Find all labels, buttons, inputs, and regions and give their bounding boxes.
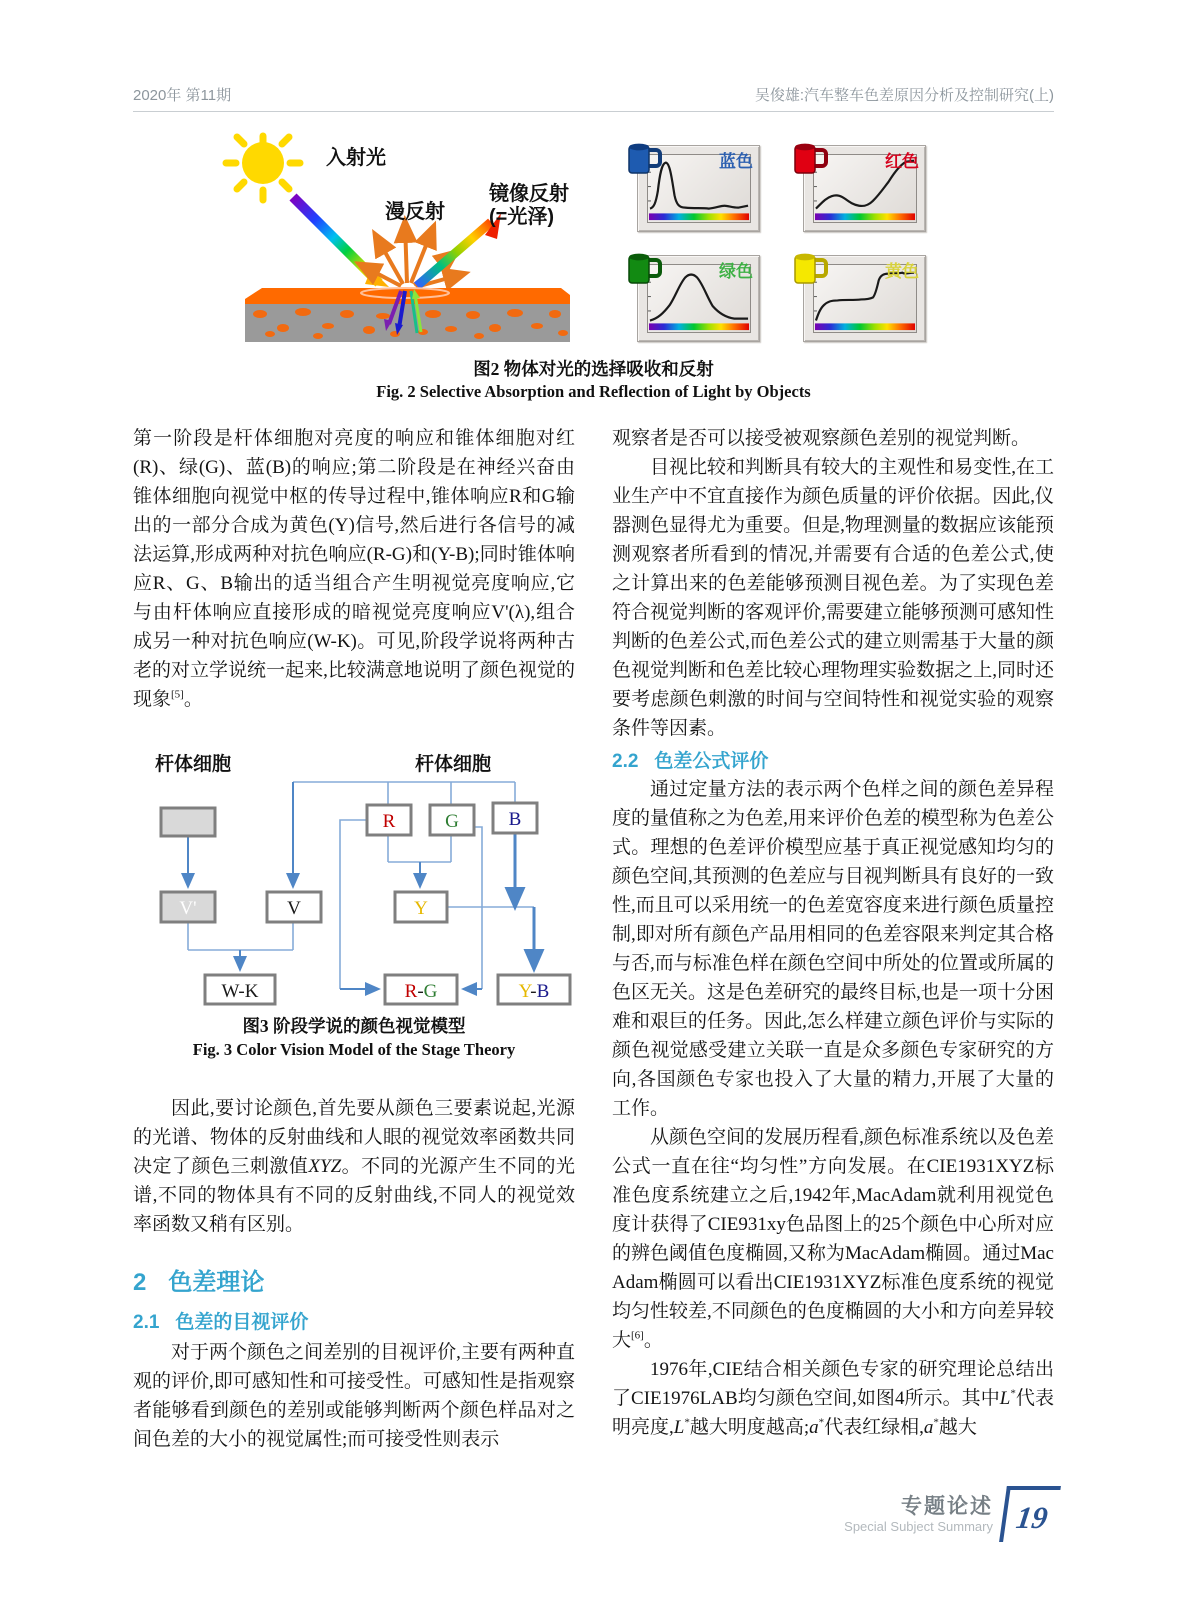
section-2-number: 2 xyxy=(133,1269,147,1296)
left-paragraph-1: 第一阶段是杆体细胞对亮度的响应和锥体细胞对红(R)、绿(G)、蓝(B)的响应;第二阶段是在神经兴奋由锥体细胞向视觉中枢的传导过程中,锥体响应R和G输出的一部分合成为黄色(Y)信号,然后进行各信号的减法运算,形成两种对抗色响应(R-G)和(Y-B);同时锥体响应R、G、B输出的适当组合产生明视觉亮度响应,它与由杆体响应直接形成的暗视觉亮度响应V'(λ),组合成另一种对抗色响应(W-K)。可见,阶段学说将两种古老的对立学说统一起来,比较满意地说明了颜色视觉的现象[5]。 xyxy=(133,428,575,710)
footer-column-label-zh: 专题论述 xyxy=(901,1495,993,1518)
left-paragraph-2: 因此,要讨论颜色,首先要从颜色三要素说起,光源的光谱、物体的反射曲线和人眼的视觉效率函数共同决定了颜色三刺激值XYZ。不同的光源产生不同的光谱,不同的物体具有不同的反射曲线,不同人的视觉效率函数又稍有区别。 xyxy=(133,1098,575,1235)
box-R: R xyxy=(382,811,396,832)
box-V-prime: V' xyxy=(179,898,197,919)
figure2-caption-en: Fig. 2 Selective Absorption and Reflection of Light by Objects xyxy=(376,382,811,401)
running-title: 吴俊雄:汽车整车色差原因分析及控制研究(上) xyxy=(754,87,1054,104)
red-mug-icon xyxy=(792,140,828,178)
blue-mug-icon xyxy=(626,140,662,178)
right-paragraph-2: 目视比较和判断具有较大的主观性和易变性,在工业生产中不宜直接作为颜色质量的评价依据。因此,仪器测色显得尤为重要。但是,物理测量的数据应该能预测观察者所看到的情况,并需要有合适的色差公式,使之计算出来的色差能够预测目视色差。为了实现色差符合视觉判断的客观评价,需要建立能够预测可感知性判断的色差公式,而色差公式的建立则需基于大量的颜色视觉判断和色差比较心理物理实验数据之上,同时还要考虑颜色刺激的时间与空间特性和视觉实验的观察条件等因素。 xyxy=(612,457,1054,739)
rod-cells-label-left: 杆体细胞 xyxy=(155,754,232,775)
right-column xyxy=(612,424,1054,1442)
sun-icon xyxy=(226,136,300,200)
right-paragraph-1: 观察者是否可以接受被观察颜色差别的视觉判断。 xyxy=(612,428,1031,449)
box-B: B xyxy=(508,809,522,830)
section-2-2-number: 2.2 xyxy=(612,751,639,772)
journal-issue: 2020年 第11期 xyxy=(133,87,232,104)
substrate xyxy=(245,304,570,342)
section-2-heading xyxy=(133,1262,264,1297)
section-2-1-title: 色差的目视评价 xyxy=(175,1312,309,1333)
section-2-1-number: 2.1 xyxy=(133,1312,160,1333)
paint-surface xyxy=(245,288,570,304)
specular-reflection-label-2: (=光泽) xyxy=(489,206,554,228)
box-Y: Y xyxy=(414,898,428,919)
box-V: V xyxy=(287,898,301,919)
spectral-panel-red xyxy=(803,145,926,232)
box-RG: R-G xyxy=(404,981,438,1002)
figure3-boxes xyxy=(161,803,570,1004)
box-G: G xyxy=(445,811,459,832)
panel-label-red: 红色 xyxy=(885,152,919,171)
left-paragraph-3: 对于两个颜色之间差别的目视评价,主要有两种直观的评价,即可感知性和可接受性。可感知性是指观察者能够看到颜色的差别或能够判断两个颜色样品对之间色差的大小的视觉属性;而可接受性则表示 xyxy=(133,1342,575,1450)
figure2-caption-zh: 图2 物体对光的选择吸收和反射 xyxy=(473,359,714,379)
spectral-panel-green xyxy=(637,255,760,342)
right-paragraph-3: 通过定量方法的表示两个色样之间的颜色差异程度的量值称之为色差,用来评价色差的模型称为色差公式。理想的色差评价模型应基于真正视觉感知均匀的颜色空间,其预测的色差应与目视判断具有良好的一致性,而且可以采用统一的色差宽容度来进行颜色质量控制,即对所有颜色产品用相同的色差容限来判定其合格与否,而与标准色样在颜色空间中所处的位置或所属的色区无关。这是色差研究的最终目标,也是一项十分困难和艰巨的任务。因此,怎么样建立颜色评价与实际的颜色视觉感受建立关联一直是众多颜色专家研究的方向,各国颜色专家也投入了大量的精力,开展了大量的工作。 xyxy=(612,779,1054,1119)
panel-label-blue: 蓝色 xyxy=(719,152,753,171)
panel-label-yellow: 黄色 xyxy=(885,262,919,281)
spectral-panel-blue xyxy=(637,145,760,232)
section-2-1-heading xyxy=(133,1307,308,1334)
page-number-bracket xyxy=(999,1486,1061,1542)
spectral-panel-yellow xyxy=(803,255,926,342)
yellow-mug-icon xyxy=(792,250,828,288)
rod-cells-label-right: 杆体细胞 xyxy=(415,754,492,775)
figure3-caption-en: Fig. 3 Color Vision Model of the Stage Theory xyxy=(192,1040,516,1059)
panel-label-green: 绿色 xyxy=(719,262,753,281)
figure3-stage-theory-diagram xyxy=(133,745,575,1007)
right-paragraph-5: 1976年,CIE结合相关颜色专家的研究理论总结出了CIE1976LAB均匀颜色空间,如图4所示。其中L*代表明亮度,L*越大明度越高;a*代表红绿相,a*越大 xyxy=(612,1359,1054,1438)
figure3-caption-zh: 图3 阶段学说的颜色视觉模型 xyxy=(242,1016,466,1036)
header-rule xyxy=(133,111,1054,112)
figure3-arrow-yb xyxy=(515,833,534,967)
right-paragraph-4: 从颜色空间的发展历程看,颜色标准系统以及色差公式一直在往“均匀性”方向发展。在CIE1931XYZ标准色度系统建立之后,1942年,MacAdam就利用视觉色度计获得了CIE931xy色品图上的25个颜色中心所对应的辨色阈值色度椭圆,又称为MacAdam椭圆。通过MacAdam椭圆可以看出CIE1931XYZ标准色度系统的视觉均匀性较差,不同颜色的色度椭圆的大小和方向差异较大[6]。 xyxy=(612,1127,1054,1351)
figure2-light-reflection-diagram xyxy=(133,128,593,353)
box-YB: Y-B xyxy=(518,981,550,1002)
diffuse-reflection-label: 漫反射 xyxy=(385,201,445,223)
section-2-title: 色差理论 xyxy=(168,1269,265,1296)
box-WK: W-K xyxy=(221,981,259,1002)
footer-column-label-en: Special Subject Summary xyxy=(844,1519,993,1534)
incident-light-label: 入射光 xyxy=(326,147,386,169)
section-2-2-title: 色差公式评价 xyxy=(654,751,769,772)
green-mug-icon xyxy=(626,250,662,288)
specular-reflection-label-1: 镜像反射 xyxy=(489,183,569,205)
section-2-2-heading xyxy=(612,746,1054,773)
page-number: 19 xyxy=(1014,1500,1050,1535)
